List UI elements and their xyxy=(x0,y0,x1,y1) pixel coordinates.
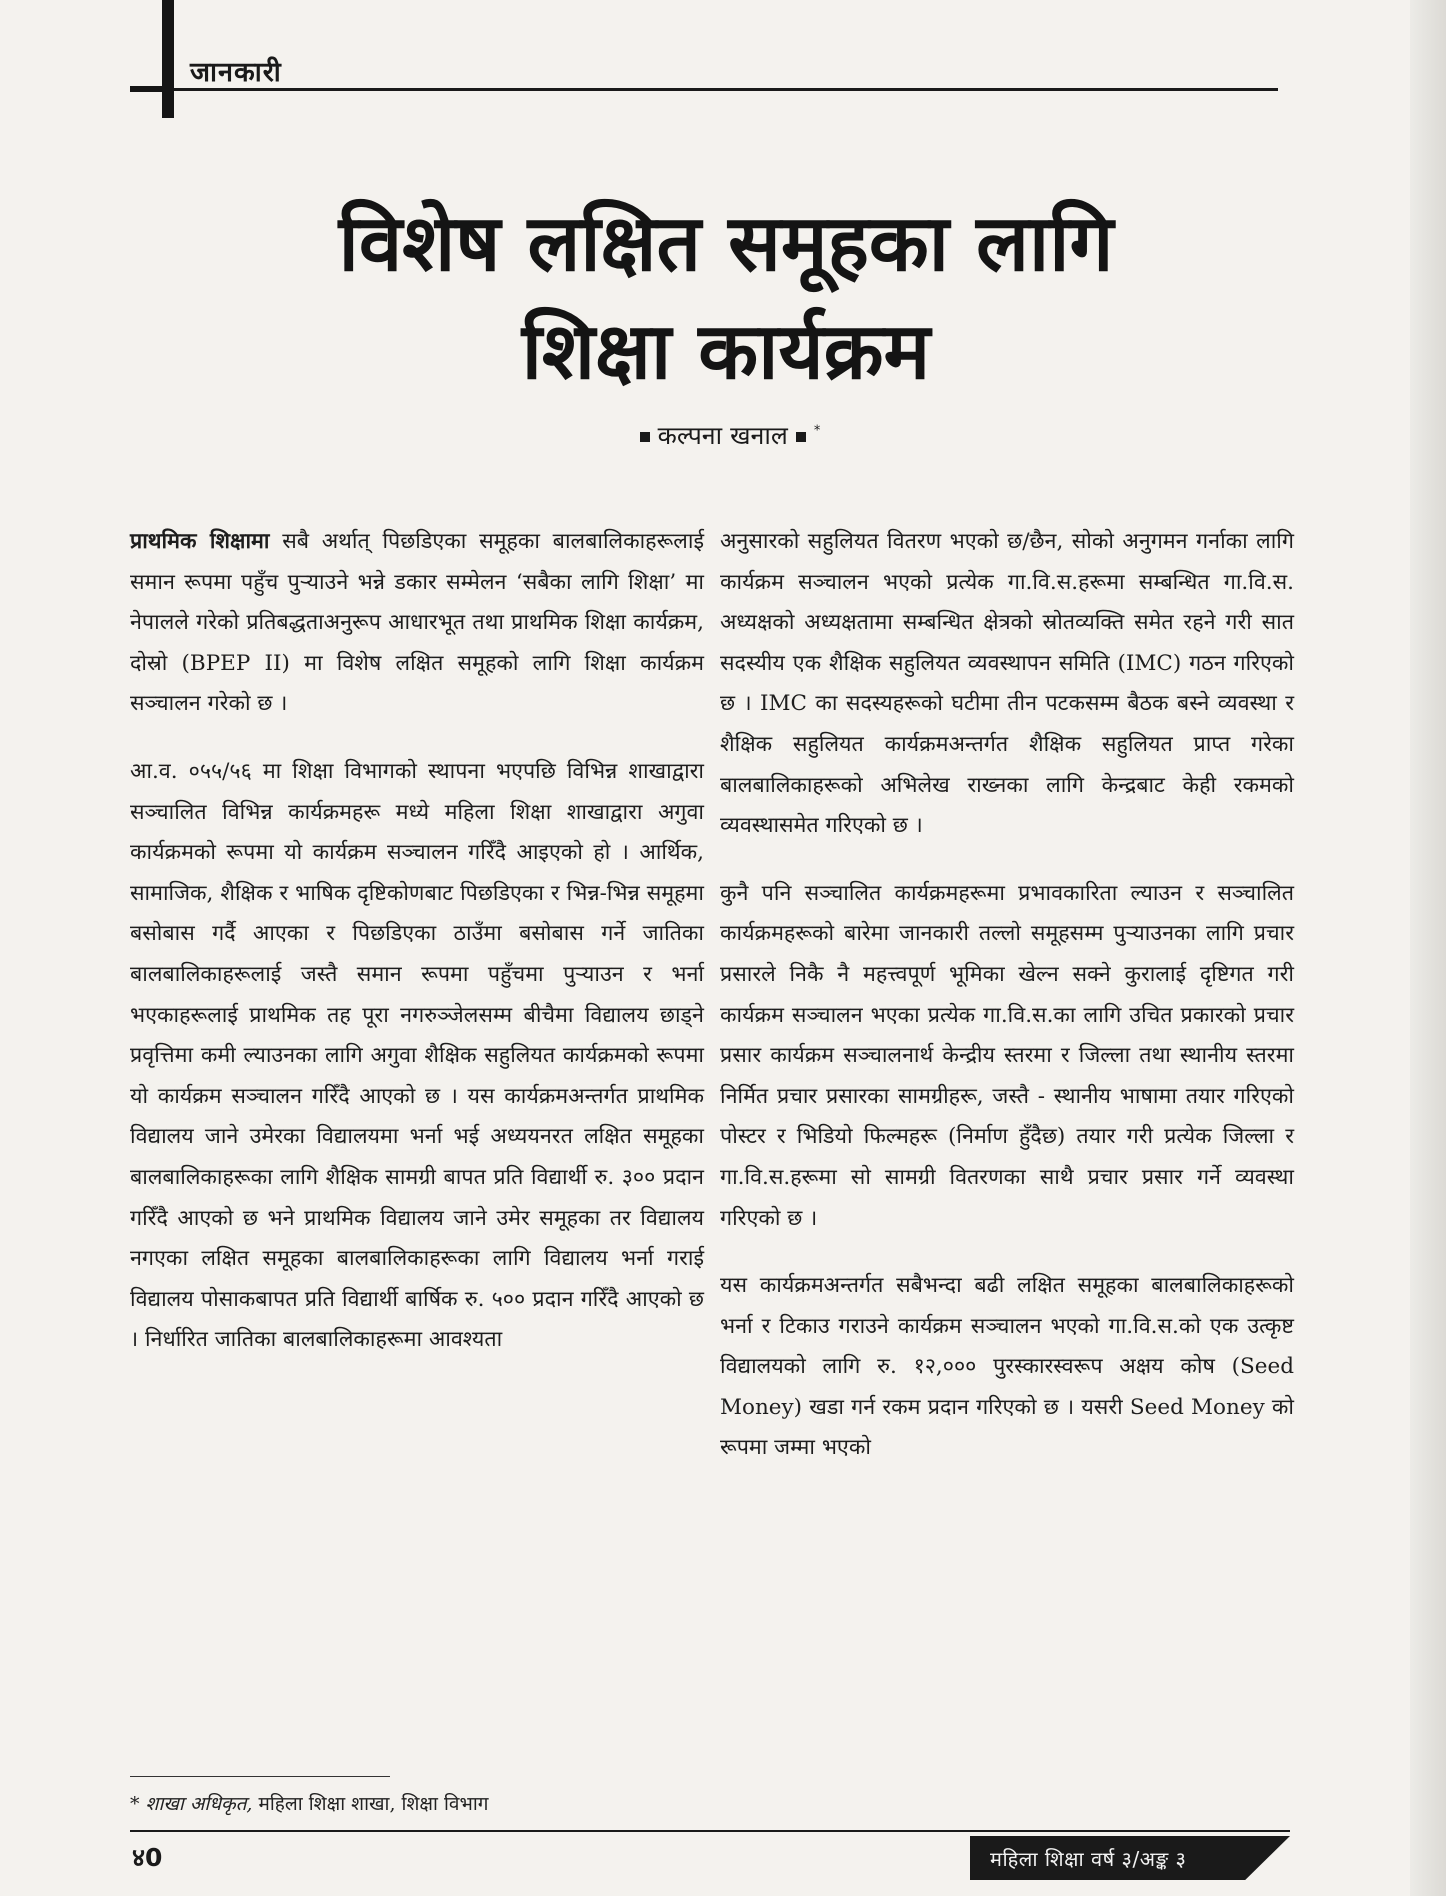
section-marker-tab xyxy=(130,86,174,92)
footnote xyxy=(130,1790,488,1816)
article-title-line2: शिक्षा कार्यक्रम xyxy=(521,307,931,397)
article-title xyxy=(174,190,1278,406)
footnote-role: शाखा अधिकृत, xyxy=(145,1793,253,1815)
page-edge-shadow xyxy=(1410,0,1446,1896)
journal-label: महिला शिक्षा वर्ष ३/अङ्क ३ xyxy=(990,1847,1187,1871)
author-footnote-mark: * xyxy=(813,423,821,439)
left-column xyxy=(130,522,704,1388)
lead-text: प्राथमिक शिक्षामा xyxy=(130,529,270,554)
page-number: ४0 xyxy=(132,1843,163,1872)
footnote-org: महिला शिक्षा शाखा, शिक्षा विभाग xyxy=(252,1793,489,1815)
left-paragraph-2: आ.व. ०५५/५६ मा शिक्षा विभागको स्थापना भएपछि विभिन्न शाखाद्वारा सञ्चालित विभिन्न कार्यक्रमहरू मध्ये महिला शिक्षा शाखाद्वारा अगुवा कार्यक्रमको रूपमा यो कार्यक्रम सञ्चालन गरिँदै आइएको हो । आर्थिक, सामाजिक, शैक्षिक र भाषिक दृष्टिकोणबाट पिछडिएका र भिन्न-भिन्न समूहमा बसोबास गर्दै आएका र पिछडिएका ठाउँमा बसोबास गर्ने जातिका बालबालिकाहरूलाई जस्तै समान रूपमा पहुँचमा पुऱ्याउन र भर्ना भएकाहरूलाई प्राथमिक तह पूरा नगरुञ्जेलसम्म बीचैमा विद्यालय छाड्ने प्रवृत्तिमा कमी ल्याउनका लागि अगुवा शैक्षिक सहुलियत कार्यक्रमको रूपमा यो कार्यक्रम सञ्चालन गरिँदै आएको छ । यस कार्यक्रमअन्तर्गत प्राथमिक विद्यालय जाने उमेरका विद्यालयमा भर्ना भई अध्ययनरत लक्षित समूहका बालबालिकाहरूका लागि शैक्षिक सामग्री बापत प्रति विद्यार्थी रु. ३०० प्रदान गरिँदै आएको छ भने प्राथमिक विद्यालय जाने उमेर समूहका तर विद्यालय नगएका लक्षित समूहका बालबालिकाहरूका लागि विद्यालय भर्ना गराई विद्यालय पोसाकबापत प्रति विद्यार्थी बार्षिक रु. ५०० प्रदान गरिँदै आएको छ । निर्धारित जातिका बालबालिकाहरूमा आवश्यता xyxy=(130,758,704,1353)
bullet-square-icon xyxy=(796,432,806,442)
article-title-line1: विशेष लक्षित समूहका लागि xyxy=(338,199,1114,289)
left-paragraph-1-body: सबै अर्थात् पिछडिएका समूहका बालबालिकाहरूलाई समान रूपमा पहुँच पुऱ्याउने भन्ने डकार सम्मेलन ‘सबैका लागि शिक्षा’ मा नेपालले गरेको प्रतिबद्धताअनुरूप आधारभूत तथा प्राथमिक शिक्षा कार्यक्रम, दोस्रो (BPEP II) मा विशेष लक्षित समूहको लागि शिक्षा कार्यक्रम सञ्चालन गरेको छ । xyxy=(130,529,705,717)
bullet-square-icon xyxy=(640,432,650,442)
right-paragraph-1: अनुसारको सहुलियत वितरण भएको छ/छैन, सोको अनुगमन गर्नाका लागि कार्यक्रम सञ्चालन भएको प्रत्येक गा.वि.स.हरूमा सम्बन्धित गा.वि.स. अध्यक्षको अध्यक्षतामा सम्बन्धित क्षेत्रको स्रोतव्यक्ति समेत रहने गरी सात सदस्यीय एक शैक्षिक सहुलियत व्यवस्थापन समिति (IMC) गठन गरिएको छ । IMC का सदस्यहरूको घटीमा तीन पटकसम्म बैठक बस्ने व्यवस्था र शैक्षिक सहुलियत कार्यक्रमअन्तर्गत शैक्षिक सहुलियत प्राप्त गरेका बालबालिकाहरूको अभिलेख राख्नका लागि केन्द्रबाट केही रकमको व्यवस्थासमेत गरिएको छ । xyxy=(720,529,1294,839)
right-column xyxy=(720,522,1294,1496)
author-byline xyxy=(174,418,1278,452)
section-marker-bar xyxy=(162,0,174,118)
right-paragraph-3: यस कार्यक्रमअन्तर्गत सबैभन्दा बढी लक्षित समूहका बालबालिकाहरूको भर्ना र टिकाउ गराउने कार्यक्रम सञ्चालन भएको गा.वि.स.को एक उत्कृष्ट विद्यालयको लागि रु. १२,००० पुरस्कारस्वरूप अक्षय कोष (Seed Money) खडा गर्न रकम प्रदान गरिएको छ । यसरी Seed Money को रूपमा जम्मा भएको xyxy=(720,1273,1294,1461)
footnote-marker: * xyxy=(130,1793,146,1815)
footnote-rule xyxy=(130,1776,390,1777)
header-rule xyxy=(174,88,1278,91)
footer-rule xyxy=(130,1830,1290,1832)
right-paragraph-2: कुनै पनि सञ्चालित कार्यक्रमहरूमा प्रभावकारिता ल्याउन र सञ्चालित कार्यक्रमहरूको बारेमा जानकारी तल्लो समूहसम्म पुऱ्याउनका लागि प्रचार प्रसारले निकै नै महत्त्वपूर्ण भूमिका खेल्न सक्ने कुरालाई दृष्टिगत गरी कार्यक्रम सञ्चालन भएका प्रत्येक गा.वि.स.का लागि उचित प्रकारको प्रचार प्रसार कार्यक्रम सञ्चालनार्थ केन्द्रीय स्तरमा र जिल्ला तथा स्थानीय स्तरमा निर्मित प्रचार प्रसारका सामग्रीहरू, जस्तै - स्थानीय भाषामा तयार गरिएको पोस्टर र भिडियो फिल्महरू (निर्माण हुँदैछ) तयार गरी प्रत्येक जिल्ला र गा.वि.स.हरूमा सो सामग्री वितरणका साथै प्रचार प्रसार गर्ने व्यवस्था गरिएको छ । xyxy=(720,880,1294,1231)
left-paragraph-1 xyxy=(130,522,704,725)
author-name: कल्पना खनाल xyxy=(657,421,788,450)
section-label: जानकारी xyxy=(190,57,282,88)
